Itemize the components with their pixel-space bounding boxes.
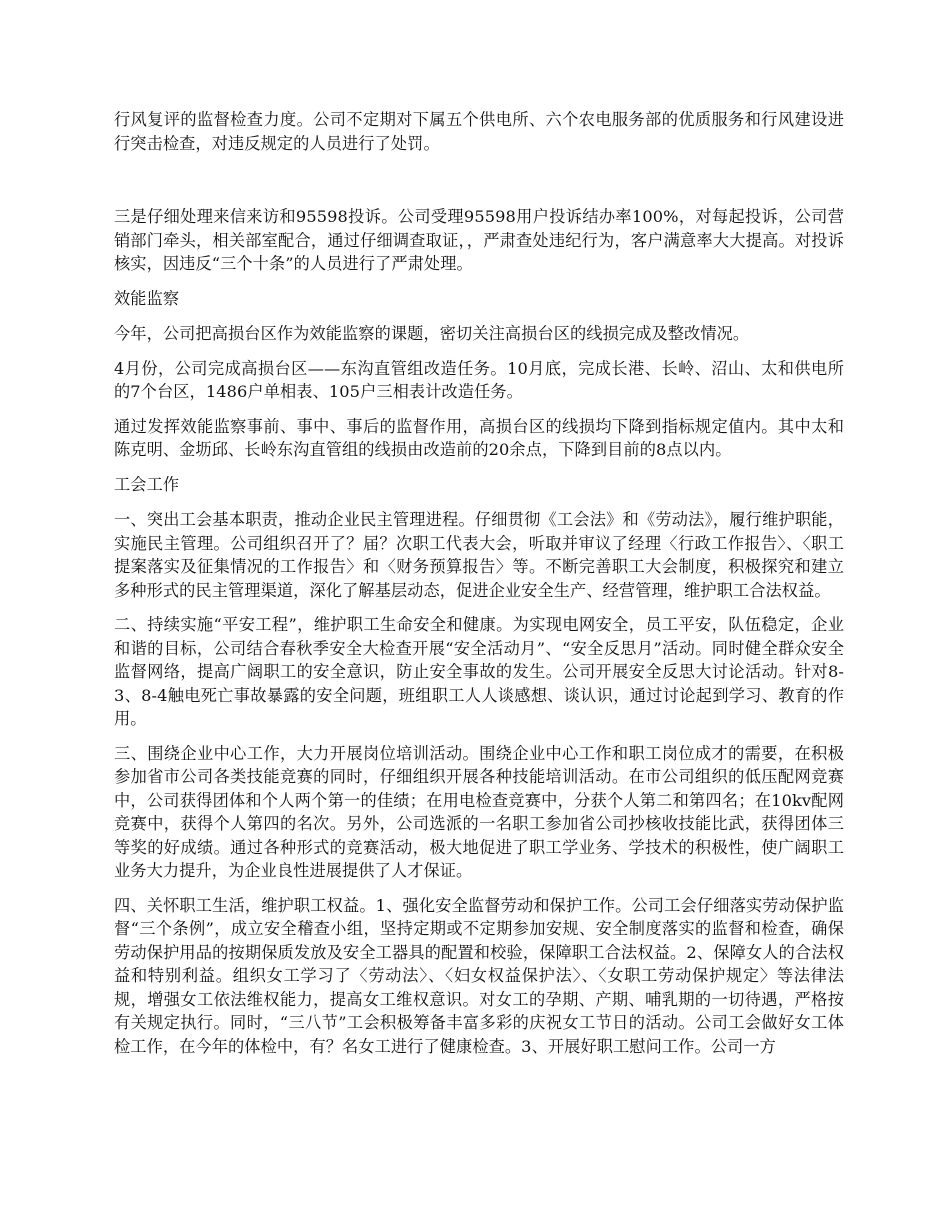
section-heading-efficiency-supervision: 效能监察 — [114, 288, 180, 308]
paragraph-skills-training: 三、围绕企业中心工作，大力开展岗位培训活动。围绕企业中心工作和职工岗位成才的需要，在积极参加省市公司各类技能竞赛的同时，仔细组织开展各种技能培训活动。在市公司组织的低压配网竞赛中，公司获得团体和个人两个第一的佳绩；在用电检查竞赛中，分获个人第二和第四名；在10kv配网竞赛中，获得个人第四的名次。另外，公司选派的一名职工参加省公司抄核收技能比武，获得团体三等奖的好成绩。通过各种形式的竞赛活动，极大地促进了职工学业务、学技术的积极性，使广阔职工业务大力提升，为企业良性进展提供了人才保证。 — [114, 743, 844, 880]
paragraph-safety-project: 二、持续实施“平安工程”，维护职工生命安全和健康。为实现电网安全，员工平安，队伍稳定，企业和谐的目标，公司结合春秋季安全大检查开展“安全活动月”、“安全反思月”活动。同时健全群众安全监督网络，提高广阔职工的安全意识，防止安全事故的发生。公司开展安全反思大讨论活动。针对8-3、8-4触电死亡事故暴露的安全问题，班组职工人人谈感想、谈认识，通过讨论起到学习、教育的作用。 — [114, 615, 844, 728]
paragraph-employee-welfare: 四、关怀职工生活，维护职工权益。1、强化安全监督劳动和保护工作。公司工会仔细落实劳动保护监督“三个条例”，成立安全稽查小组，坚持定期或不定期参加安规、安全制度落实的监督和检查，确保劳动保护用品的按期保质发放及安全工器具的配置和校验，保障职工合法权益。2、保障女人的合法权益和特别利益。组织女工学习了〈劳动法〉、〈妇女权益保护法〉、〈女职工劳动保护规定〉等法律法规，增强女工依法维权能力，提高女工维权意识。对女工的孕期、产期、哺乳期的一切待遇，严格按有关规定执行。同时，“三八节”工会积极筹备丰富多彩的庆祝女工节日的活动。公司工会做好女工体检工作，在今年的体检中，有？名女工进行了健康检查。3、开展好职工慰问工作。公司一方 — [114, 895, 844, 1056]
document-page — [114, 108, 844, 1069]
section-heading-union-work: 工会工作 — [114, 474, 180, 494]
paragraph-line-loss-results: 通过发挥效能监察事前、事中、事后的监督作用，高损台区的线损均下降到指标规定值内。其中太和陈克明、金坜邱、长岭东沟直管组的线损由改造前的20余点，下降到目前的8点以内。 — [114, 416, 844, 459]
paragraph-renovation-tasks: 4月份，公司完成高损台区——东沟直管组改造任务。10月底，完成长港、长岭、沼山、太和供电所的7个台区，1486户单相表、105户三相表计改造任务。 — [114, 358, 844, 401]
paragraph-democratic-management: 一、突出工会基本职责，推动企业民主管理进程。仔细贯彻《工会法》和《劳动法》，履行维护职能，实施民主管理。公司组织召开了？届？次职工代表大会，听取并审议了经理〈行政工作报告〉、〈职工提案落实及征集情况的工作报告〉和〈财务预算报告〉等。不断完善职工大会制度，积极探究和建立多种形式的民主管理渠道，深化了解基层动态，促进企业安全生产、经营管理，维护职工合法权益。 — [114, 510, 844, 600]
paragraph-complaint-handling: 三是仔细处理来信来访和95598投诉。公司受理95598用户投诉结办率100%，对每起投诉，公司营销部门牵头，相关部室配合，通过仔细调查取证，，严肃查处违纪行为，客户满意率大大提高。对投诉核实，因违反“三个十条”的人员进行了严肃处理。 — [114, 207, 844, 273]
paragraph-service-inspection: 行风复评的监督检查力度。公司不定期对下属五个供电所、六个农电服务部的优质服务和行风建设进行突击检查，对违反规定的人员进行了处罚。 — [114, 110, 844, 153]
paragraph-high-loss-topic: 今年，公司把高损台区作为效能监察的课题，密切关注高损台区的线损完成及整改情况。 — [114, 324, 750, 343]
